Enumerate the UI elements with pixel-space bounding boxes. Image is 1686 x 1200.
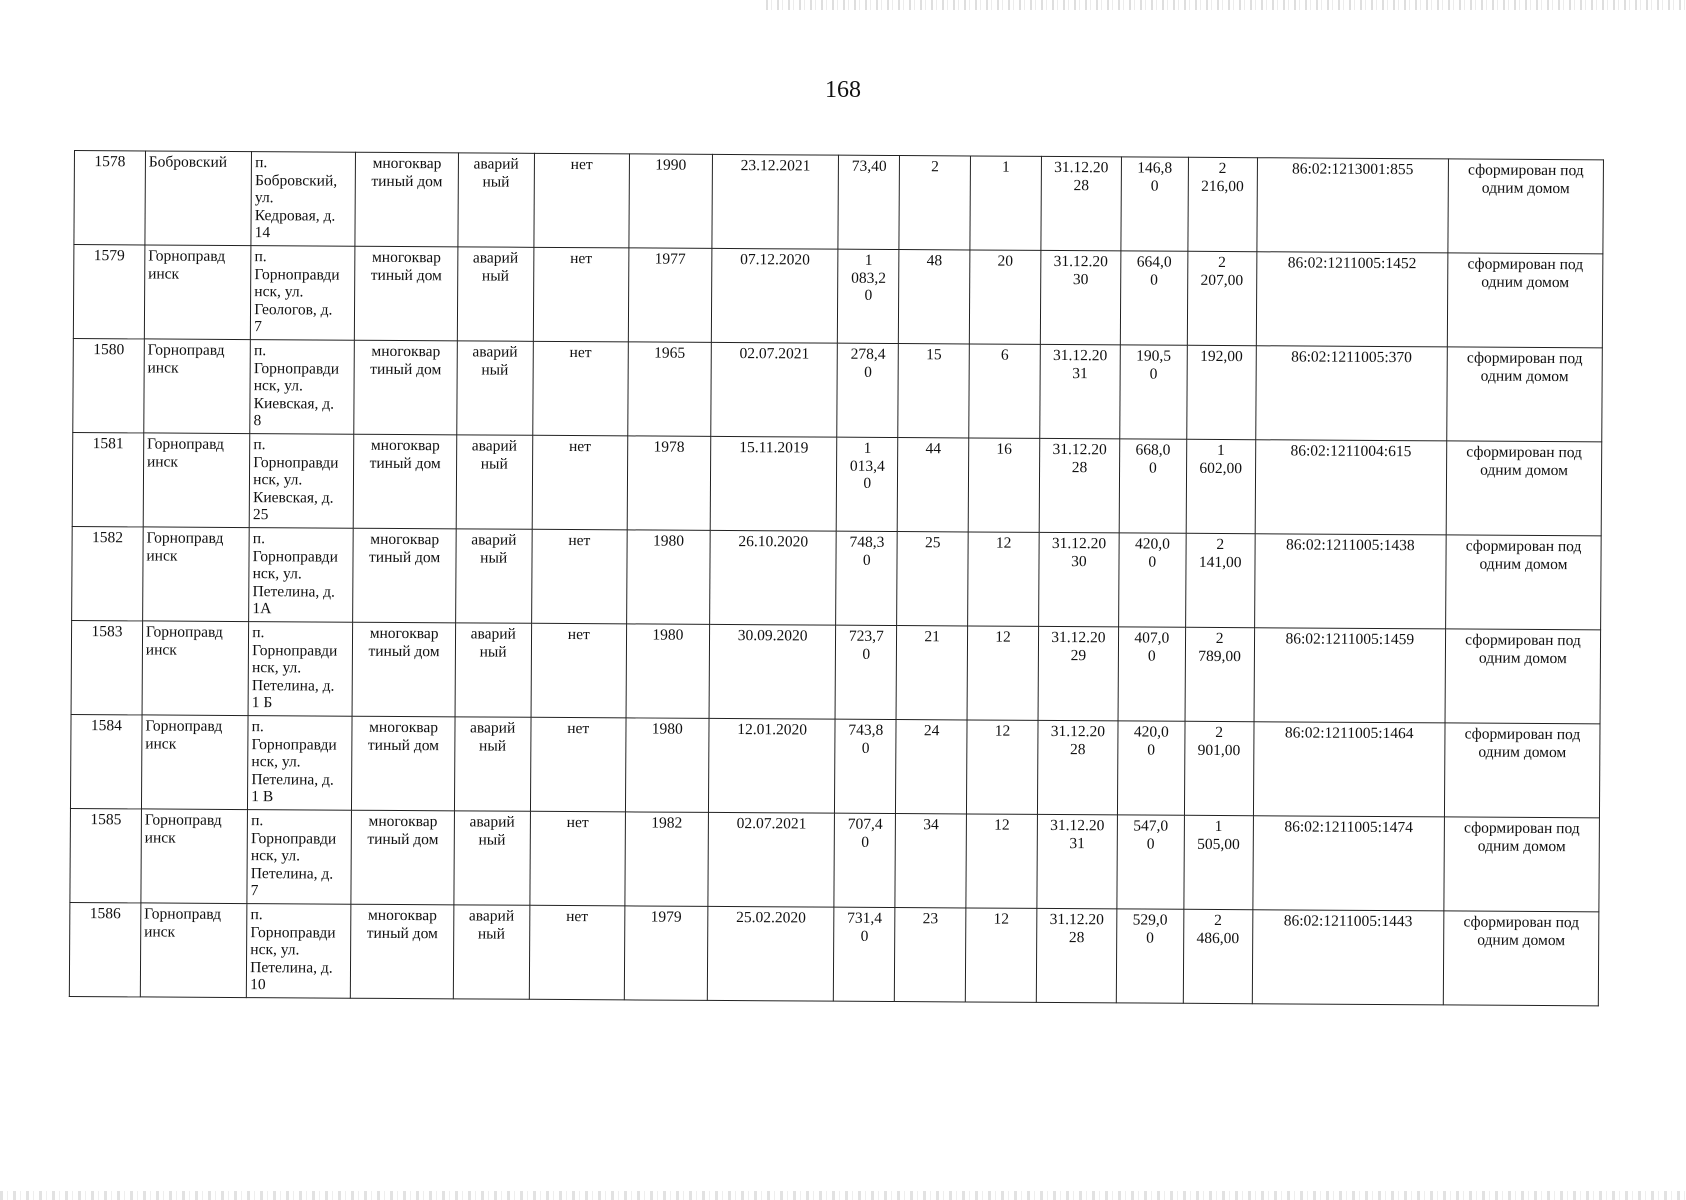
reconstruction-cell: нет [530,717,626,812]
recognition-date-cell: 02.07.2021 [711,342,838,437]
table-row [70,714,1600,817]
residents-cell: 25 [897,532,968,626]
table-row [71,620,1601,723]
condition-cell: аварий ный [453,905,530,999]
apartments-cell: 1 [970,156,1041,250]
address-cell: п. Горноправди нск, ул. Петелина, д. 10 [247,904,352,999]
resettlement-deadline-cell: 31.12.20 28 [1036,908,1117,1002]
page-number: 168 [825,77,861,103]
recognition-date-cell: 15.11.2019 [710,436,837,531]
cost-cell: 2 141,00 [1185,533,1254,627]
address-cell: п. Горноправди нск, ул. Киевская, д. 8 [250,340,355,435]
resettlement-deadline-cell: 31.12.20 29 [1038,626,1119,720]
residents-cell: 15 [898,344,969,438]
construction-year-cell: 1980 [625,718,709,813]
reconstruction-cell: нет [532,341,628,436]
cost-cell: 1 505,00 [1184,815,1253,909]
land-area-cell: 664,0 0 [1120,251,1187,345]
recognition-date-cell: 23.12.2021 [712,154,839,249]
building-type-cell: многоквар тиный дом [354,434,457,529]
table-row [73,338,1603,441]
apartments-cell: 12 [967,626,1038,720]
land-plot-status-cell: сформирован под одним домом [1447,253,1603,348]
construction-year-cell: 1979 [624,906,708,1001]
reconstruction-cell: нет [530,811,626,906]
cost-cell: 192,00 [1187,345,1256,439]
area-cell: 723,7 0 [835,625,896,719]
resettlement-deadline-cell: 31.12.20 31 [1037,814,1118,908]
reconstruction-cell: нет [534,153,630,248]
land-plot-status-cell: сформирован под одним домом [1446,535,1602,630]
address-cell: п. Горноправди нск, ул. Киевская, д. 25 [249,434,354,529]
record-number-cell: 1580 [73,338,144,432]
address-cell: п. Бобровский, ул. Кедровая, д. 14 [251,152,356,247]
condition-cell: аварий ный [455,623,532,717]
condition-cell: аварий ный [454,717,531,811]
residents-cell: 21 [896,626,967,720]
condition-cell: аварий ный [458,153,535,247]
apartments-cell: 12 [967,720,1038,814]
land-plot-status-cell: сформирован под одним домом [1444,723,1600,818]
land-area-cell: 547,0 0 [1117,815,1184,909]
cadastral-number-cell: 86:02:1211005:1474 [1252,816,1444,911]
record-number-cell: 1586 [69,902,140,996]
land-plot-status-cell: сформирован под одним домом [1446,441,1602,536]
recognition-date-cell: 30.09.2020 [709,624,836,719]
table-row [72,526,1602,629]
address-cell: п. Горноправди нск, ул. Петелина, д. 1 В [248,716,353,811]
registry-table-body [69,151,1603,1006]
table-row [70,808,1600,911]
cadastral-number-cell: 86:02:1211005:1438 [1254,534,1446,629]
record-number-cell: 1584 [70,714,141,808]
area-cell: 731,4 0 [834,907,895,1001]
construction-year-cell: 1978 [627,436,711,531]
land-area-cell: 190,5 0 [1120,345,1187,439]
residents-cell: 34 [895,814,966,908]
resettlement-deadline-cell: 31.12.20 31 [1040,344,1121,438]
building-type-cell: многоквар тиный дом [355,246,458,341]
cost-cell: 2 207,00 [1187,251,1256,345]
construction-year-cell: 1990 [629,154,713,249]
land-area-cell: 407,0 0 [1118,627,1185,721]
building-type-cell: многоквар тиный дом [351,810,454,905]
land-plot-status-cell: сформирован под одним домом [1444,817,1600,912]
condition-cell: аварий ный [455,529,532,623]
land-plot-status-cell: сформирован под одним домом [1448,159,1604,254]
recognition-date-cell: 02.07.2021 [708,812,835,907]
address-cell: п. Горноправди нск, ул. Геологов, д. 7 [251,246,356,341]
record-number-cell: 1585 [70,808,141,902]
apartments-cell: 12 [966,814,1037,908]
municipality-cell: Горноправд инск [141,715,248,810]
land-area-cell: 146,8 0 [1121,157,1188,251]
area-cell: 278,4 0 [837,343,898,437]
address-cell: п. Горноправди нск, ул. Петелина, д. 7 [247,810,352,905]
table-row [73,245,1603,348]
land-area-cell: 420,0 0 [1119,533,1186,627]
residents-cell: 44 [897,438,968,532]
municipality-cell: Горноправд инск [142,621,249,716]
registry-table [69,150,1604,1006]
table-row [72,432,1602,535]
construction-year-cell: 1965 [628,342,712,437]
area-cell: 73,40 [838,155,899,249]
residents-cell: 23 [895,908,966,1002]
resettlement-deadline-cell: 31.12.20 30 [1040,250,1121,344]
cost-cell: 2 901,00 [1184,721,1253,815]
resettlement-deadline-cell: 31.12.20 30 [1039,532,1120,626]
address-cell: п. Горноправди нск, ул. Петелина, д. 1 Б [248,622,353,717]
apartments-cell: 12 [968,532,1039,626]
cadastral-number-cell: 86:02:1211005:1452 [1256,252,1448,347]
construction-year-cell: 1982 [625,812,709,907]
land-area-cell: 420,0 0 [1117,721,1184,815]
building-type-cell: многоквар тиный дом [353,622,456,717]
construction-year-cell: 1977 [628,248,712,343]
address-cell: п. Горноправди нск, ул. Петелина, д. 1А [249,528,354,623]
reconstruction-cell: нет [531,623,627,718]
resettlement-deadline-cell: 31.12.20 28 [1039,438,1120,532]
condition-cell: аварий ный [457,341,534,435]
land-plot-status-cell: сформирован под одним домом [1445,629,1601,724]
building-type-cell: многоквар тиный дом [354,340,457,435]
recognition-date-cell: 25.02.2020 [707,906,834,1001]
cost-cell: 2 216,00 [1188,157,1257,251]
condition-cell: аварий ный [456,435,533,529]
resettlement-deadline-cell: 31.12.20 28 [1041,156,1122,250]
cadastral-number-cell: 86:02:1211005:1459 [1254,628,1446,723]
table-row [74,151,1604,254]
cadastral-number-cell: 86:02:1213001:855 [1256,158,1448,253]
apartments-cell: 20 [969,250,1040,344]
building-type-cell: многоквар тиный дом [352,716,455,811]
cadastral-number-cell: 86:02:1211005:1443 [1252,910,1444,1005]
municipality-cell: Бобровский [145,151,252,246]
municipality-cell: Горноправд инск [142,527,249,622]
apartments-cell: 16 [968,438,1039,532]
apartments-cell: 6 [969,344,1040,438]
record-number-cell: 1582 [72,526,143,620]
reconstruction-cell: нет [531,529,627,624]
table-row [69,902,1599,1005]
record-number-cell: 1583 [71,620,142,714]
municipality-cell: Горноправд инск [144,245,251,340]
cadastral-number-cell: 86:02:1211005:1464 [1253,722,1445,817]
land-area-cell: 668,0 0 [1119,439,1186,533]
construction-year-cell: 1980 [626,624,710,719]
residents-cell: 24 [896,720,967,814]
municipality-cell: Горноправд инск [143,433,250,528]
condition-cell: аварий ный [454,811,531,905]
cost-cell: 2 486,00 [1183,909,1252,1003]
scan-noise-bottom [0,1191,1686,1200]
land-plot-status-cell: сформирован под одним домом [1443,911,1599,1006]
area-cell: 748,3 0 [836,531,897,625]
area-cell: 743,8 0 [835,719,896,813]
condition-cell: аварий ный [457,247,534,341]
recognition-date-cell: 07.12.2020 [711,248,838,343]
cadastral-number-cell: 86:02:1211004:615 [1255,440,1447,535]
resettlement-deadline-cell: 31.12.20 28 [1037,720,1118,814]
area-cell: 1 083,2 0 [838,249,899,343]
record-number-cell: 1581 [72,432,143,526]
residents-cell: 2 [899,156,970,250]
cadastral-number-cell: 86:02:1211005:370 [1255,346,1447,441]
area-cell: 707,4 0 [834,813,895,907]
building-type-cell: многоквар тиный дом [351,904,454,999]
reconstruction-cell: нет [533,247,629,342]
building-type-cell: многоквар тиный дом [355,152,458,247]
recognition-date-cell: 26.10.2020 [709,530,836,625]
reconstruction-cell: нет [532,435,628,530]
area-cell: 1 013,4 0 [837,437,898,531]
record-number-cell: 1579 [73,245,144,339]
scan-noise-top [766,0,1686,10]
cost-cell: 2 789,00 [1185,627,1254,721]
municipality-cell: Горноправд инск [144,339,251,434]
land-area-cell: 529,0 0 [1116,909,1183,1003]
apartments-cell: 12 [965,908,1036,1002]
recognition-date-cell: 12.01.2020 [708,718,835,813]
construction-year-cell: 1980 [626,530,710,625]
municipality-cell: Горноправд инск [141,809,248,904]
reconstruction-cell: нет [529,905,625,1000]
record-number-cell: 1578 [74,151,145,245]
land-plot-status-cell: сформирован под одним домом [1447,347,1603,442]
cost-cell: 1 602,00 [1186,439,1255,533]
residents-cell: 48 [899,250,970,344]
building-type-cell: многоквар тиный дом [353,528,456,623]
municipality-cell: Горноправд инск [140,903,247,998]
